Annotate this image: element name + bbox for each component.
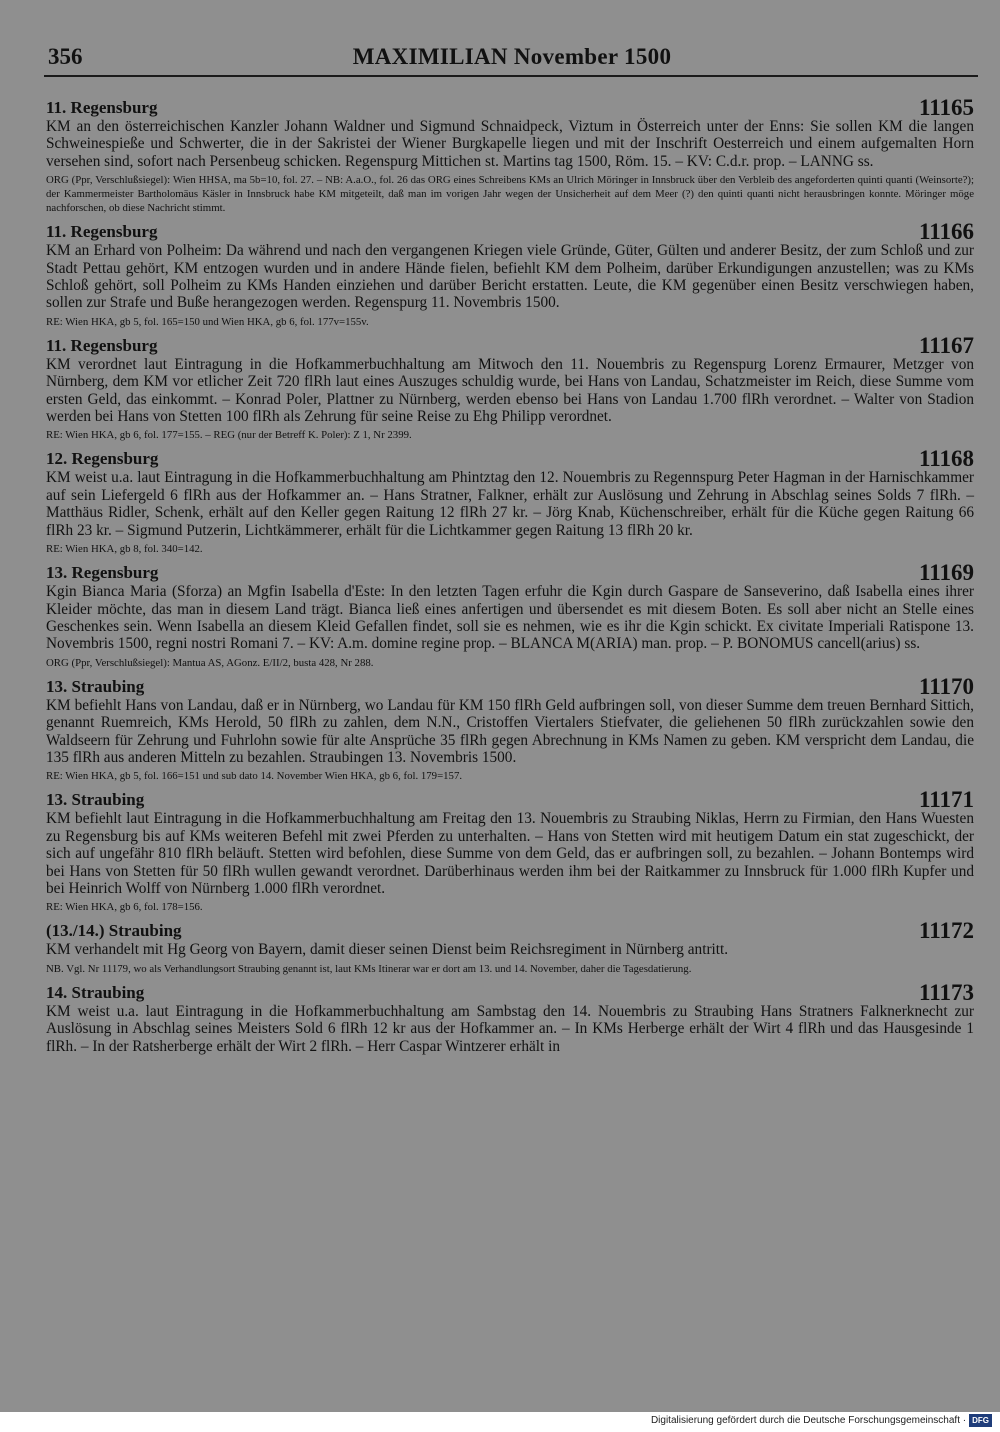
running-title: MAXIMILIAN November 1500 (352, 44, 672, 69)
page-number: 356 (48, 44, 83, 69)
entry-date-place: 13. Straubing (46, 790, 145, 810)
entry (46, 979, 974, 1055)
entry-header (46, 979, 974, 1005)
entry-number: 11171 (919, 787, 974, 813)
entry-header (46, 787, 974, 813)
entry-note: RE: Wien HKA, gb 5, fol. 166=151 und sub dato 14. November Wien HKA, gb 6, fol. 179=157. (46, 770, 463, 783)
header-rule (44, 75, 978, 77)
entry-number: 11172 (919, 918, 974, 944)
entry-header (46, 95, 974, 120)
entry-note: NB. Vgl. Nr 11179, wo als Verhandlungsort Straubing genannt ist, laut KMs Itinerar war er dort am 13. und 14. November, daher die Tagesdatierung. (46, 962, 692, 975)
entry-date-place: 12. Regensburg (46, 449, 159, 469)
entry-date-place: 14. Straubing (46, 982, 145, 1002)
credit-text: Digitalisierung gefördert durch die Deutsche Forschungsgemeinschaft · (650, 1415, 967, 1426)
entry-number: 11166 (919, 219, 974, 245)
entry (46, 918, 974, 975)
entry (46, 560, 974, 670)
entry-date-place: 11. Regensburg (46, 222, 158, 242)
entry-note: RE: Wien HKA, gb 6, fol. 177=155. – REG (nur der Betreff K. Poler): Z 1, Nr 2399. (46, 429, 412, 442)
entry-note: RE: Wien HKA, gb 6, fol. 178=156. (46, 901, 203, 914)
entry-header (46, 560, 974, 586)
entry-number: 11167 (919, 332, 974, 358)
entry-date-place: (13./14.) Straubing (46, 921, 182, 941)
entry-number: 11168 (919, 446, 974, 472)
entry-number: 11169 (919, 560, 974, 586)
entry-note: ORG (Ppr, Verschlußsiegel): Mantua AS, AGonz. E/II/2, busta 428, Nr 288. (46, 656, 374, 669)
entry-note: ORG (Ppr, Verschlußsiegel): Wien HHSA, ma 5b=10, fol. 27. – NB: A.a.O., fol. 26 das ORG eines Schreibens KMs an Ulrich Möringer in Innsbruck über den Verbleib des angeforderten quinti quanti (Weinsorte?); der Kammermeister Bartholomäus Käsler in Innsbruck habe KM mitgeteilt, daß man im vorigen Jahr wegen der Unsicherheit auf dem Meer (?) den quinti quanti nicht herausbringen konnte. Möringer möge nachforschen, ob diese Nachricht stimmt. (46, 174, 974, 215)
entry-date-place: 13. Regensburg (46, 563, 159, 583)
entry (46, 673, 974, 784)
entry-header (46, 219, 974, 245)
entry-text: Kgin Bianca Maria (Sforza) an Mgfin Isabella d'Este: In den letzten Tagen erfuhr die Kgin durch Gaspare de Sanseverino, daß Isabella eines ihrer Kleider möchte, das man in diesem Land trägt. Bianca ließ eines anfertigen und übersendet es mit diesem Boten. Es soll aber nicht an Stelle eines Geschenkes sein. Wenn Isabella an diesem Kleid Gefallen findet, soll sie es nehmen, wie es ihr die Kgin schickt. Ex civitate Imperiali Ratispone 13. Novembris 1500, regni nostri Romani 7. – KV: A.m. domine regine prop. – BLANCA M(ARIA) man. prop. – P. BONOMUS cancell(arius) ss. (46, 583, 974, 653)
entry-note: RE: Wien HKA, gb 5, fol. 165=150 und Wien HKA, gb 6, fol. 177v=155v. (46, 315, 369, 328)
entries-list (46, 95, 974, 1062)
entry-text: KM weist u.a. laut Eintragung in die Hofkammerbuchhaltung am Phintztag den 12. Nouembris zu Regennspurg Peter Hagman in der Harnischkammer auf sein Liefergeld 6 flRh aus der Hofkammer an. – Hans Stratner, Falkner, erhält zur Auslösung und Zehrung in Abschlag seines Solds 7 flRh. – Matthäus Ridler, Schenk, erhält auf den Keller gegen Raitung 12 flRh 27 kr. – Jörg Knab, Küchenschreiber, erhält für die Küche gegen Raitung 66 flRh 23 kr. – Sigmund Putzerin, Lichtkämmerer, erhält für die Lichtkammer gegen Raitung 13 flRh 20 kr. (46, 469, 974, 539)
entry-text: KM weist u.a. laut Eintragung in die Hofkammerbuchhaltung am Sambstag den 14. Nouembris zu Straubing Hans Stratners Falknerknecht zur Auslösung in Abschlag seines Meisters Sold 6 flRh 12 kr aus der Hofkammer an. – In KMs Herberge erhält der Wirt 4 flRh und das Hausgesinde 1 flRh. – In der Ratsherberge erhält der Wirt 2 flRh. – Herr Caspar Wintzerer erhält in (46, 1002, 974, 1055)
entry-note: RE: Wien HKA, gb 8, fol. 340=142. (46, 543, 203, 556)
entry-text: KM befiehlt Hans von Landau, daß er in Nürnberg, wo Landau für KM 150 flRh Geld aufbringen soll, von dieser Summe dem treuen Bernhard Sittich, genannt Ruemreich, KMs Herold, 50 flRh zu zahlen, dem N.N., Cristoffen Viertalers Stiefvater, die geliehenen 50 flRh zurückzahlen sowie den Waldseern für Zehrung und Fuhrlohn sowie für alte Ansprüche 35 flRh gegen Abrechnung in KMs Namen zu geben. KM verspricht dem Landau, die 135 flRh aus anderen Mitteln zu bezahlen. Straubingen 13. Novembris 1500. (46, 696, 974, 766)
entry-text: KM verhandelt mit Hg Georg von Bayern, damit dieser seinen Dienst beim Reichsregiment in Nürnberg antritt. (46, 941, 729, 959)
dfg-logo[interactable]: DFG (969, 1414, 992, 1427)
entry-header (46, 673, 974, 699)
entry (46, 332, 974, 443)
entry-number: 11173 (919, 979, 974, 1005)
entry-date-place: 13. Straubing (46, 676, 145, 696)
entry (46, 219, 974, 329)
entry-text: KM an den österreichischen Kanzler Johann Waldner und Sigmund Schnaidpeck, Viztum in Österreich unter der Enns: Sie sollen KM die langen Schweinespieße und Schwerter, die in der Sakristei der Wiener Burgkapelle liegen und mit der Inschrift Oesterreich und einem aufgemalten Horn versehen sind, sofort nach Persenbeug schicken. Regenspurg Mittichen st. Martins tag 1500, Röm. 15. – KV: C.d.r. prop. – LANNG ss. (46, 118, 974, 170)
entry (46, 446, 974, 556)
entry-text: KM befiehlt laut Eintragung in die Hofkammerbuchhaltung am Freitag den 13. Nouembris zu Straubing Niklas, Herrn zu Firmian, den Hans Wuesten zu Regensburg bis auf KMs weiteren Befehl mit zwei Pferden zu unterhalten. – Hans von Stetten wird mit heutigem Datum ein stat zugeschickt, der sich auf ungefähr 810 flRh beläuft. Stetten wird befohlen, diese Summe von dem Geld, das er aufbringen soll, zu bezahlen. – Johann Bontemps wird bei Hans von Stetten für 50 flRh wullen gewandt verordnet. Darüberhinaus werden ihm bei der Raitkammer zu Innsbruck für 1.000 flRh Kupfer und bei Heinrich Wolff von Nürnberg 1.000 flRh verordnet. (46, 810, 974, 897)
entry-text: KM verordnet laut Eintragung in die Hofkammerbuchhaltung am Mitwoch den 11. Nouembris zu Regenspurg Lorenz Ermaurer, Metzger von Nürnberg, dem KM vor etlicher Zeit 720 flRh laut eines Auszuges schuldig wurde, bei Hans von Landau, Schatzmeister im Reich, diese Summe vom ersten Geld, das einkommt. – Konrad Poler, Plattner zu Nürnberg, werden ebenso bei Hans von Landau 1.700 flRh verordnet. – Walter von Stadion werden bei Hans von Stetten 100 flRh als Zehrung für seine Reise zu Ehg Philipp verordnet. (46, 355, 974, 426)
entry-header (46, 918, 974, 944)
entry (46, 787, 974, 914)
digitization-credit (651, 1414, 992, 1427)
entry-number: 11170 (919, 673, 974, 699)
entry (46, 95, 974, 215)
entry-number: 11165 (919, 95, 974, 120)
entry-header (46, 446, 974, 472)
entry-header (46, 332, 974, 358)
entry-text: KM an Erhard von Polheim: Da während und nach den vergangenen Kriegen viele Gründe, Güter, Gülten und anderer Besitz, der zum Schloß und zur Stadt Pettau gehört, KM entzogen wurden und in andere Hände fielen, befiehlt KM dem Polheim, darüber Erkundigungen anzustellen; was zu KMs Schloß gehört, soll Polheim zu KMs Handen einziehen und darüber Bericht erstatten. Leute, die KM gegenüber einen Besitz verschwiegen haben, sollen zur Strafe und Buße herangezogen werden. Regenspurg 11. Novembris 1500. (46, 242, 974, 312)
entry-date-place: 11. Regensburg (46, 98, 158, 117)
page-header (48, 40, 976, 74)
entry-date-place: 11. Regensburg (46, 335, 158, 355)
